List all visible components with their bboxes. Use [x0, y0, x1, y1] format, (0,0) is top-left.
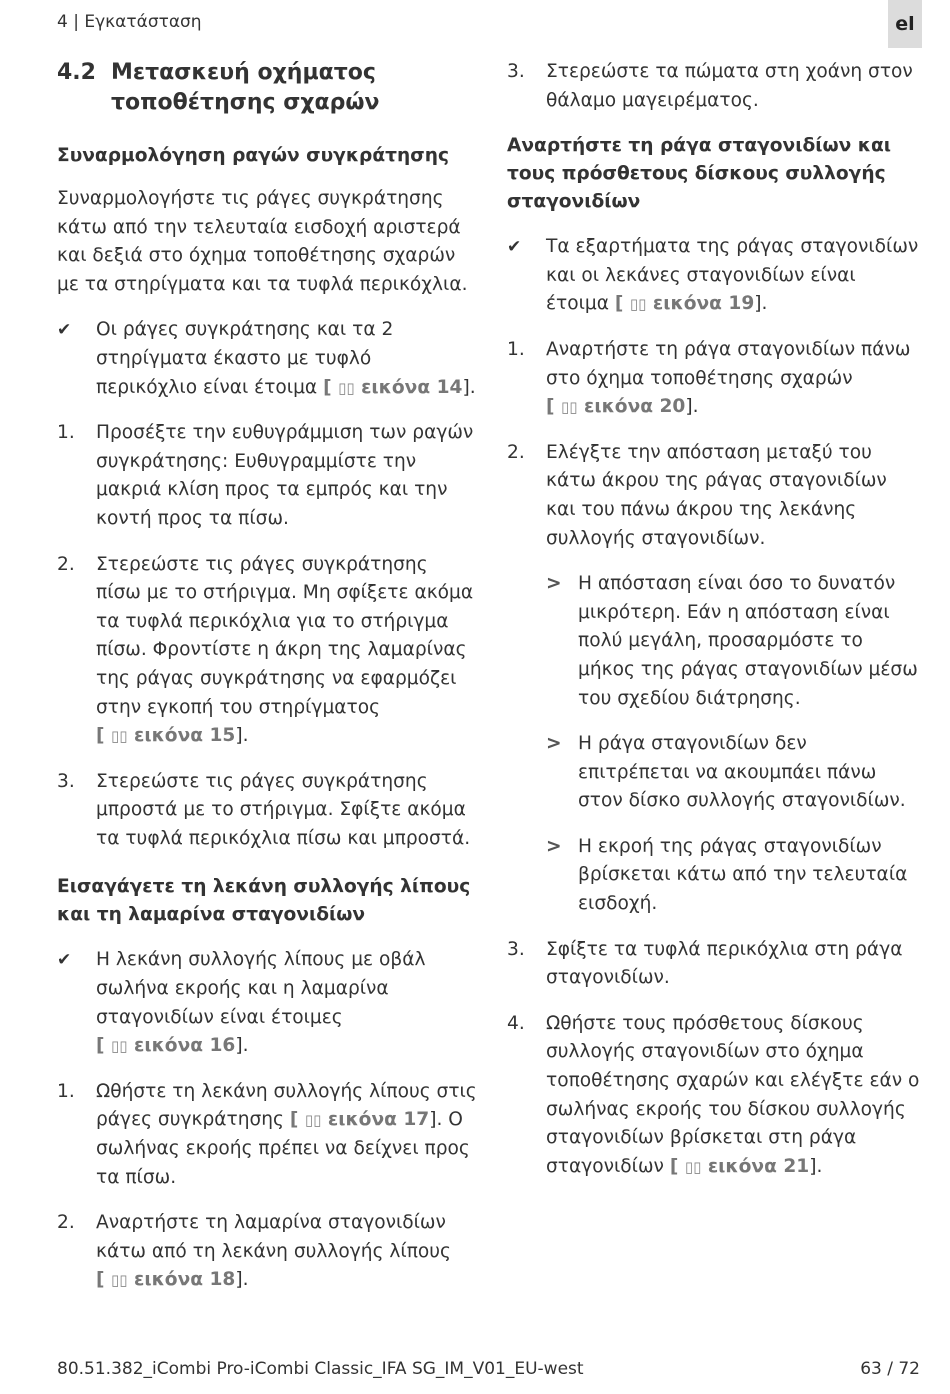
step-item: 3. Σφίξτε τα τυφλά περικόχλια στη ράγα σταγονιδίων. — [507, 938, 903, 989]
step-item: 1. Αναρτήστε τη ράγα σταγονιδίων πάνω στο όχημα τοποθέτησης σχαρών [ ▯▯ εικόνα 20]. — [507, 338, 911, 418]
subheading-grease-pan: Εισαγάγετε τη λεκάνη συλλογής λίπους και τη λαμαρίνα σταγονιδίων — [57, 876, 471, 926]
steps-list-drip-end — [507, 936, 922, 1182]
results-list — [546, 570, 922, 919]
check-icon: ✔ — [57, 950, 72, 971]
right-column — [507, 58, 922, 1181]
step-item: 4. Ωθήστε τους πρόσθετους δίσκους συλλογής σταγονιδίων στο όχημα τοποθέτησης σχαρών και ελέγξτε εάν ο σωλήνας εκροής του δίσκου συλλογής σταγονιδίων βρίσκεται στη ράγα σταγονιδίων [ ▯▯ εικόνα 21]. — [507, 1012, 920, 1177]
figure-icon: ▯▯ — [110, 1037, 128, 1056]
figure-icon: ▯▯ — [684, 1157, 702, 1176]
result-arrow-icon: > — [546, 573, 562, 595]
result-item: > Η απόσταση είναι όσο το δυνατόν μικρότερη. Εάν η απόσταση είναι πολύ μεγάλη, προσαρμόστε το μήκος της ράγας σταγονιδίων μέσω του σχεδίου διάτρησης. — [546, 570, 922, 713]
step-item: 2. Στερεώστε τις ράγες συγκράτησης πίσω με το στήριγμα. Μη σφίξετε ακόμα τα τυφλά περικόχλια για το στήριγμα πίσω. Φροντίστε η άκρη της λαμαρίνας της ράγας συγκράτησης να εφαρμόζει στην εγκοπή του στηρίγματος [ ▯▯ εικόνα 15]. — [57, 553, 474, 747]
intro-paragraph: Συναρμολογήστε τις ράγες συγκράτησης κάτω από την τελευταία εισδοχή αριστερά και δεξιά στο όχημα τοποθέτησης σχαρών με τα στηρίγματα και τα τυφλά περικόχλια. — [57, 188, 468, 295]
result-arrow-icon: > — [546, 733, 562, 755]
prerequisite-item: ✔ Η λεκάνη συλλογής λίπους με οβάλ σωλήνα εκροής και η λαμαρίνα σταγονιδίων είναι έτοιμες [ ▯▯ εικόνα 16]. — [57, 946, 477, 1060]
section-title-line1: Μετασκευή οχήματος — [111, 60, 376, 85]
footer-document-id: 80.51.382_iCombi Pro-iCombi Classic_IFA SG_IM_V01_EU-west — [57, 1359, 584, 1379]
section-title-line2: τοποθέτησης σχαρών — [111, 90, 380, 115]
step-item: 3. Στερεώστε τα πώματα στη χοάνη στον θάλαμο μαγειρέματος. — [507, 61, 913, 111]
figure-link[interactable]: [ ▯▯ εικόνα 20 — [546, 396, 686, 418]
figure-icon: ▯▯ — [560, 398, 578, 417]
subheading-mount-rails: Συναρμολόγηση ραγών συγκράτησης — [57, 145, 449, 166]
steps-list-continued — [507, 58, 922, 115]
section-number: 4.2 — [57, 60, 96, 85]
figure-icon: ▯▯ — [110, 727, 128, 746]
result-arrow-icon: > — [546, 835, 562, 857]
chapter-header: 4 | Εγκατάσταση — [57, 12, 202, 32]
section-heading — [57, 58, 477, 118]
step-item: 1. Ωθήστε τη λεκάνη συλλογής λίπους στις ράγες συγκράτησης [ ▯▯ εικόνα 17]. Ο σωλήνας εκροής πρέπει να δείχνει προς τα πίσω. — [57, 1080, 477, 1188]
step-item: 3. Στερεώστε τις ράγες συγκράτησης μπροστά με το στήριγμα. Σφίξτε ακόμα τα τυφλά περικόχλια πίσω και μπροστά. — [57, 770, 471, 849]
footer-page-number: 63 / 72 — [860, 1359, 920, 1379]
figure-icon: ▯▯ — [629, 295, 647, 314]
figure-icon: ▯▯ — [110, 1271, 128, 1290]
subheading-drip-rail: Αναρτήστε τη ράγα σταγονιδίων και τους πρόσθετους δίσκους συλλογής σταγονιδίων — [507, 135, 892, 213]
figure-link[interactable]: [ ▯▯ εικόνα 15 — [96, 725, 236, 747]
figure-link[interactable]: [ ▯▯ εικόνα 18 — [96, 1269, 236, 1291]
figure-link[interactable]: [ ▯▯ εικόνα 21 — [669, 1155, 810, 1177]
prerequisite-item: ✔ Τα εξαρτήματα της ράγας σταγονιδίων και οι λεκάνες σταγονιδίων είναι έτοιμα [ ▯▯ εικόνα 19]. — [507, 233, 922, 319]
check-icon: ✔ — [57, 320, 72, 341]
left-column — [57, 58, 477, 1295]
prerequisite-item: ✔ Οι ράγες συγκράτησης και τα 2 στηρίγματα έκαστο με τυφλό περικόχλιο είναι έτοιμα [ ▯▯ εικόνα 14]. — [57, 316, 477, 402]
result-item: > Η εκροή της ράγας σταγονιδίων βρίσκεται κάτω από την τελευταία εισδοχή. — [546, 833, 922, 919]
figure-link[interactable]: [ ▯▯ εικόνα 14 — [323, 376, 463, 398]
figure-link[interactable]: [ ▯▯ εικόνα 19 — [614, 293, 755, 315]
check-icon: ✔ — [507, 237, 522, 258]
step-item: 1. Προσέξτε την ευθυγράμμιση των ραγών συγκράτησης: Ευθυγραμμίστε την μακριά κλίση προς τα εμπρός και την κοντή προς τα πίσω. — [57, 422, 474, 529]
figure-link[interactable]: [ ▯▯ εικόνα 17 — [289, 1109, 430, 1131]
steps-list-grease — [57, 946, 477, 1295]
result-item: > Η ράγα σταγονιδίων δεν επιτρέπεται να ακουμπάει πάνω στον δίσκο συλλογής σταγονιδίων. — [546, 730, 922, 816]
step-item: 2. Αναρτήστε τη λαμαρίνα σταγονιδίων κάτω από τη λεκάνη συλλογής λίπους [ ▯▯ εικόνα 18]. — [57, 1212, 451, 1291]
figure-icon: ▯▯ — [338, 378, 355, 397]
steps-list-drip — [507, 233, 922, 553]
step-item: 2. Ελέγξτε την απόσταση μεταξύ του κάτω άκρου της ράγας σταγονιδίων και του πάνω άκρου της λεκάνης συλλογής σταγονιδίων. — [507, 441, 887, 549]
figure-icon: ▯▯ — [304, 1111, 322, 1130]
language-badge: el — [888, 0, 922, 48]
figure-link[interactable]: [ ▯▯ εικόνα 16 — [96, 1035, 236, 1057]
steps-list-rails — [57, 316, 477, 853]
